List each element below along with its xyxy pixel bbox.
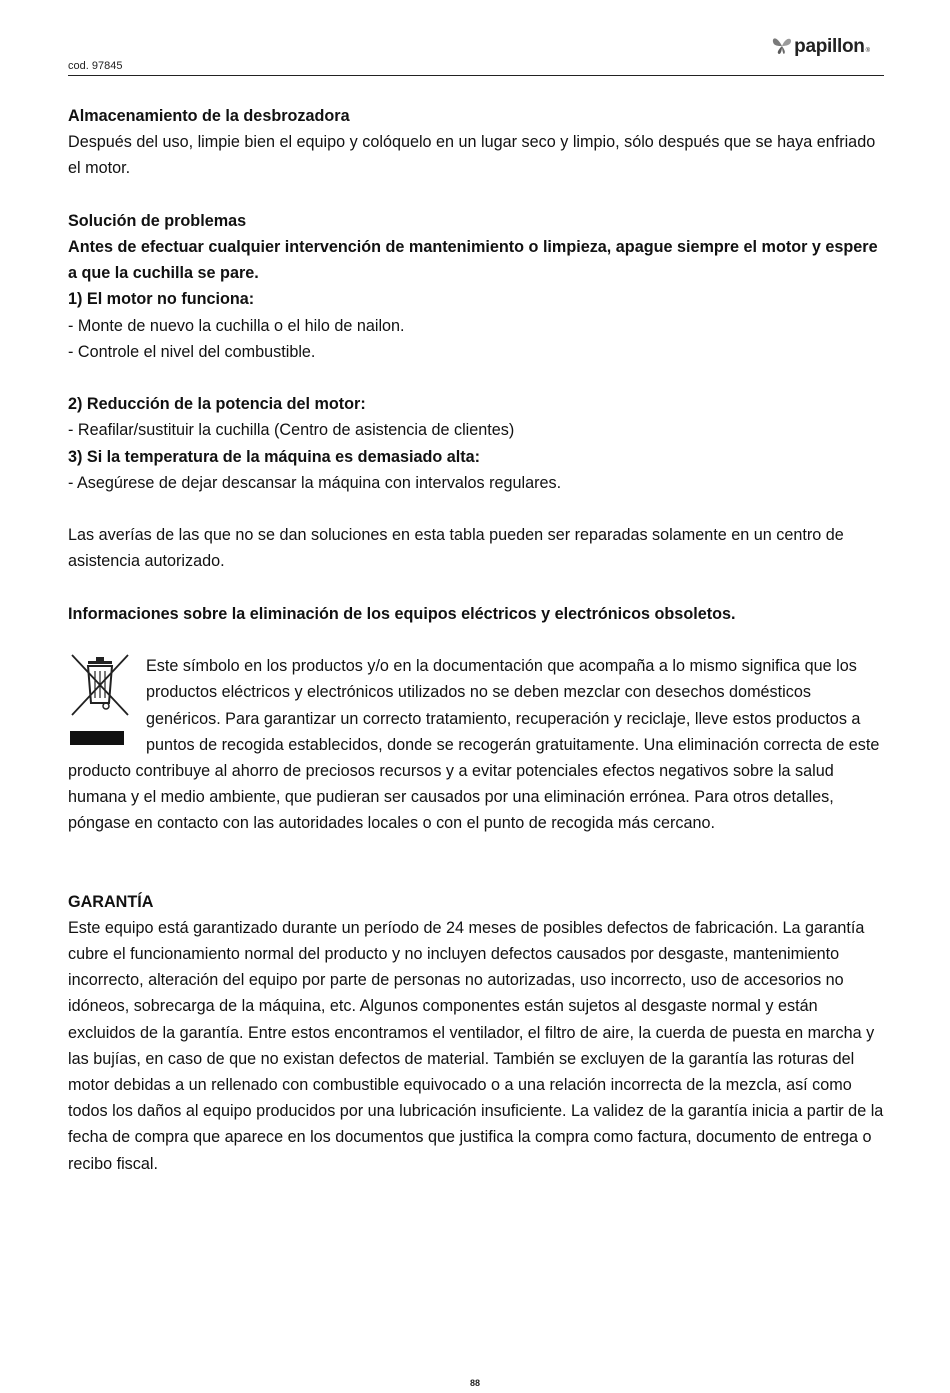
disposal-text: Este símbolo en los productos y/o en la documentación que acompaña a lo mismo significa que los productos eléctricos y electrónicos utilizados no se deben mezclar con desechos domésticos genéricos. Para garantizar un correcto tratamiento, recuperación y reciclaje, lleve estos productos a puntos de recogida establecidos, donde se recogerán gratuitamente. Una eliminación correcta de este producto contribuye al ahorro de preciosos recursos y a evitar potenciales efectos negativos sobre la salud humana y el medio ambiente, que pudieran ser causados por una eliminación errónea. Para otros detalles, póngase en contacto con las autoridades locales o con el punto de recogida más cercano. (68, 657, 880, 833)
troubleshooting-warning: Antes de efectuar cualquier intervención de mantenimiento o limpieza, apague siempre el motor y espere a que la cuchilla se pare. (68, 238, 878, 283)
problem-2-item: - Reafilar/sustituir la cuchilla (Centro de asistencia de clientes) (68, 421, 515, 440)
storage-text: Después del uso, limpie bien el equipo y colóquelo en un lugar seco y limpio, sólo después que se haya enfriado el motor. (68, 133, 876, 178)
brand-logo (771, 34, 870, 56)
weee-crossed-bin-icon (68, 653, 132, 748)
page-header (68, 28, 884, 76)
troubleshooting-note: Las averías de las que no se dan soluciones en esta tabla pueden ser reparadas solamente en un centro de asistencia autorizado. (68, 526, 844, 571)
problem-3-item: - Asegúrese de dejar descansar la máquina con intervalos regulares. (68, 473, 562, 492)
page-number: 88 (469, 1378, 480, 1388)
registered-mark: ® (865, 48, 870, 54)
problem-1-title: 1) El motor no funciona: (68, 290, 255, 309)
brand-name: papillon (794, 36, 865, 57)
storage-title: Almacenamiento de la desbrozadora (68, 107, 350, 125)
troubleshooting-title: Solución de problemas (68, 211, 247, 230)
warranty-text: Este equipo está garantizado durante un período de 24 meses de posibles defectos de fabricación. La garantía cubre el funcionamiento normal del producto y no incluyen defectos causados por desgaste, mantenimiento incorrecto, alteración del equipo por parte de personas no autorizadas, uso incorrecto, uso de accesorios no idóneos, sobrecarga de la máquina, etc. Algunos componentes están sujetos al desgaste normal y están excluidos de la garantía. Entre estos encontramos el ventilador, el filtro de aire, la cuerda de puesta en marcha y las bujías, en caso de que no existan defectos de material. También se excluyen de la garantía las roturas del motor debidas a un rellenado con combustible equivocado o a una relación incorrecta de la mezcla, así como todos los daños al equipo producidos por una lubricación insuficiente. La validez de la garantía inicia a partir de la fecha de compra que aparece en los documentos que justifica la compra como factura, documento de entrega o recibo fiscal. (68, 918, 884, 1173)
product-code: cod. 97845 (68, 60, 123, 72)
disposal-section (68, 653, 888, 836)
butterfly-icon (771, 34, 793, 56)
page-content (68, 103, 888, 1177)
warranty-title: GARANTÍA (68, 892, 154, 911)
disposal-title: Informaciones sobre la eliminación de los equipos eléctricos y electrónicos obsoletos. (68, 604, 736, 623)
problem-1-item: - Controle el nivel del combustible. (68, 342, 316, 361)
problem-3-title: 3) Si la temperatura de la máquina es demasiado alta: (68, 447, 481, 466)
problem-1-item: - Monte de nuevo la cuchilla o el hilo de nailon. (68, 316, 405, 335)
problem-2-title: 2) Reducción de la potencia del motor: (68, 395, 366, 414)
